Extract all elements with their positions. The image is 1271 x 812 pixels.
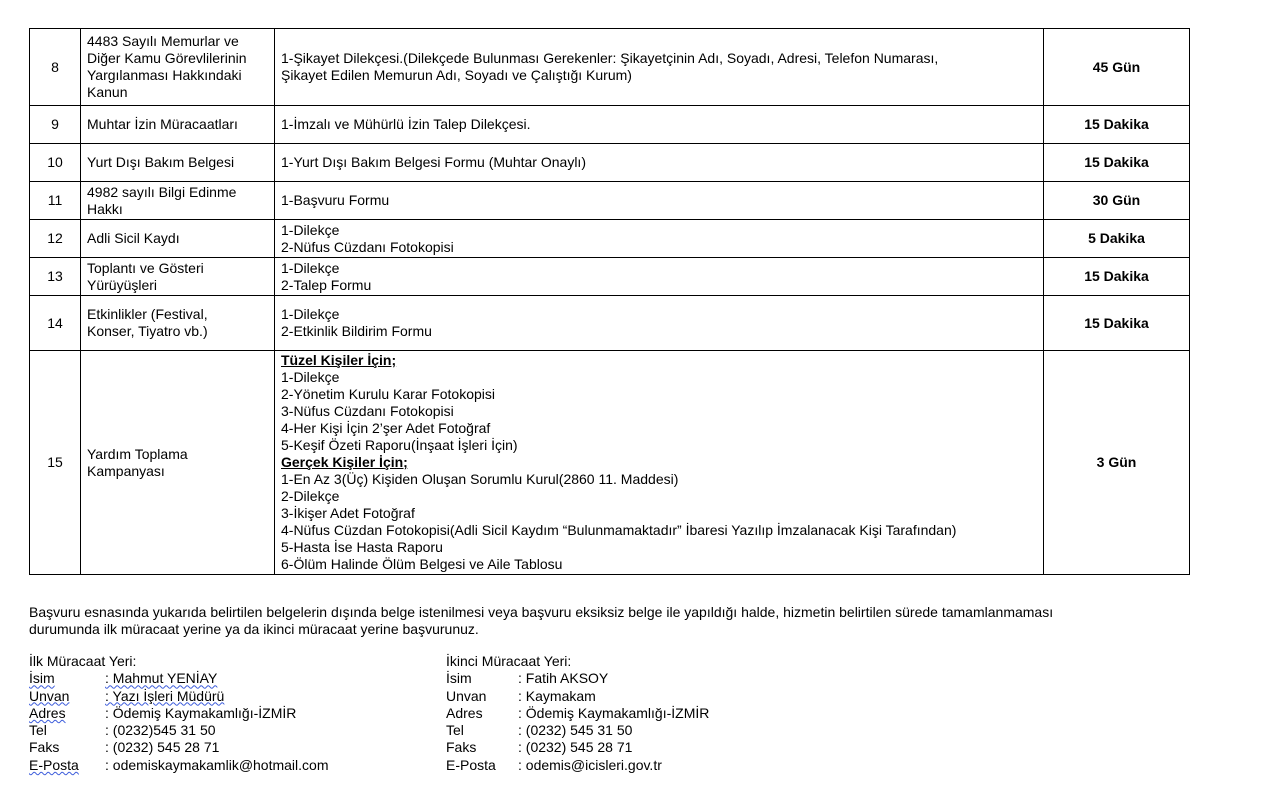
completion-time: 15 Dakika [1044,106,1190,144]
contact-field: Unvan : Kaymakam [446,687,596,704]
completion-time: 15 Dakika [1044,296,1190,351]
contact-field: E-Posta : odemiskaymakamlik@hotmail.com [29,756,329,773]
contact-field: İsim : Fatih AKSOY [446,670,609,687]
service-name: 4483 Sayılı Memurlar ve Diğer Kamu Görevlilerinin Yargılanması Hakkındaki Kanun [81,29,275,106]
required-documents: 1-Başvuru Formu [275,182,1044,220]
table-row [30,296,1190,351]
row-number: 8 [30,29,81,106]
required-documents: 1-Dilekçe 2-Nüfus Cüzdanı Fotokopisi [275,220,1044,258]
row-number: 14 [30,296,81,351]
completion-time: 15 Dakika [1044,258,1190,296]
application-note: Başvuru esnasında yukarıda belirtilen belgelerin dışında belge istenilmesi veya başvuru eksiksiz belge ile yapıldığı halde, hizmetin belirtilen sürede tamamlanmaması durumunda ilk müracaat yerine ya da ikinci müracaat yerine başvurunuz. [29,604,1054,637]
required-documents: 1-Şikayet Dilekçesi.(Dilekçede Bulunması Gerekenler: Şikayetçinin Adı, Soyadı, Adresi, Telefon Numarası, Şikayet Edilen Memurun Adı, Soyadı ve Çalıştığı Kurum) [275,29,1044,106]
table-row [30,106,1190,144]
second-application-contact [446,653,709,774]
contact-field: E-Posta : odemis@icisleri.gov.tr [446,756,662,773]
service-name: Muhtar İzin Müracaatları [81,106,275,144]
service-name: Yurt Dışı Bakım Belgesi [81,144,275,182]
row-number: 9 [30,106,81,144]
contact-field: Tel : (0232)545 31 50 [29,722,216,739]
services-table [29,28,1190,575]
row-number: 15 [30,351,81,575]
table-row [30,29,1190,106]
contact-field: Tel : (0232) 545 31 50 [446,722,633,739]
completion-time: 15 Dakika [1044,144,1190,182]
service-name: Adli Sicil Kaydı [81,220,275,258]
completion-time: 30 Gün [1044,182,1190,220]
completion-time: 3 Gün [1044,351,1190,575]
row-number: 13 [30,258,81,296]
section-title-real-persons: Gerçek Kişiler İçin; [281,454,408,470]
contact-field: İsim : Mahmut YENİAY [29,670,218,687]
contact-field: Adres : Ödemiş Kaymakamlığı-İZMİR [29,704,297,721]
completion-time: 5 Dakika [1044,220,1190,258]
first-application-contact [29,653,329,774]
required-documents: Tüzel Kişiler İçin; 1-Dilekçe 2-Yönetim Kurulu Karar Fotokopisi 3-Nüfus Cüzdanı Fotokopisi 4-Her Kişi İçin 2’şer Adet Fotoğraf 5-Keşif Özeti Raporu(İnşaat İşleri İçin) Gerçek Kişiler İçin; 1-En Az 3(Üç) Kişiden Oluşan Sorumlu Kurul(2860 11. Maddesi) 2-Dilekçe 3-İkişer Adet Fotoğraf 4-Nüfus Cüzdan Fotokopisi(Adli Sicil Kaydım “Bulunmamaktadır” İbaresi Yazılıp İmzalanacak Kişi Tarafından) 5-Hasta İse Hasta Raporu 6-Ölüm Halinde Ölüm Belgesi ve Aile Tablosu [275,351,1044,575]
table-row [30,182,1190,220]
row-number: 10 [30,144,81,182]
table-row [30,351,1190,575]
required-documents: 1-İmzalı ve Mühürlü İzin Talep Dilekçesi. [275,106,1044,144]
service-name: Yardım Toplama Kampanyası [81,351,275,575]
service-name: 4982 sayılı Bilgi Edinme Hakkı [81,182,275,220]
section-title-legal-entities: Tüzel Kişiler İçin; [281,352,397,368]
row-number: 12 [30,220,81,258]
table-row [30,144,1190,182]
completion-time: 45 Gün [1044,29,1190,106]
contact-field: Unvan : Yazı İşleri Müdürü [29,687,225,704]
table-row [30,220,1190,258]
contact-field: Faks : (0232) 545 28 71 [446,739,633,756]
row-number: 11 [30,182,81,220]
table-row [30,258,1190,296]
service-name: Toplantı ve Gösteri Yürüyüşleri [81,258,275,296]
contact-title: İkinci Müracaat Yeri: [446,653,572,669]
service-name: Etkinlikler (Festival, Konser, Tiyatro vb.) [81,296,275,351]
contact-title: İlk Müracaat Yeri: [29,653,137,669]
contact-field: Adres : Ödemiş Kaymakamlığı-İZMİR [446,704,710,721]
required-documents: 1-Yurt Dışı Bakım Belgesi Formu (Muhtar Onaylı) [275,144,1044,182]
contact-field: Faks : (0232) 545 28 71 [29,739,220,756]
required-documents: 1-Dilekçe 2-Talep Formu [275,258,1044,296]
required-documents: 1-Dilekçe 2-Etkinlik Bildirim Formu [275,296,1044,351]
